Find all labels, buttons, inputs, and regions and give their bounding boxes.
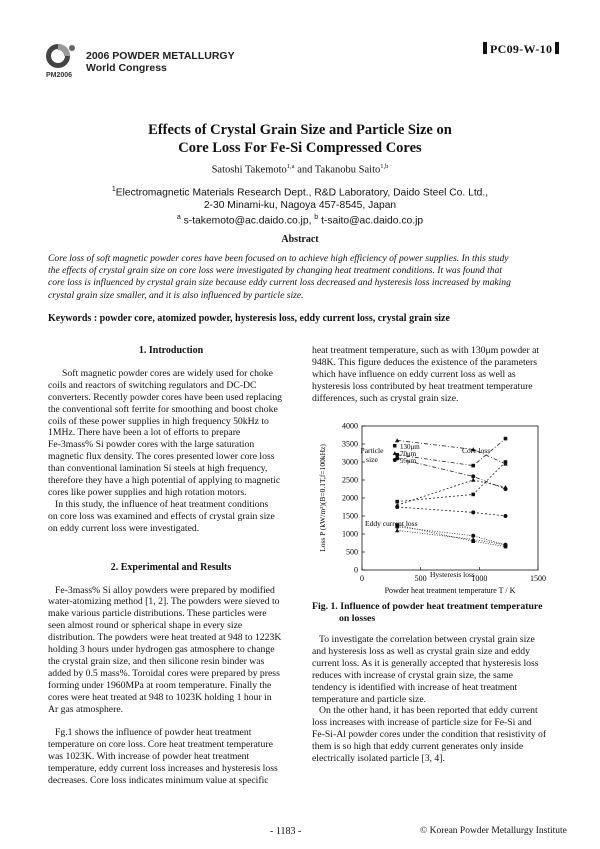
figure-1-chart <box>312 418 564 596</box>
experimental-paragraph-2: Fg.1 shows the influence of powder heat treatment temperature on core loss. Core heat treatment temperature was 1023K. With increase of powder heat treatment temperature, eddy current loss increases and hysteresis loss decreases. Core loss indicates minimum value at specific <box>48 727 278 787</box>
keywords: Keywords : powder core, atomized powder, hysteresis loss, eddy current loss, crystal grain size <box>48 313 450 324</box>
y-tick-label: 2000 <box>342 493 358 503</box>
x-tick-label: 0 <box>360 574 364 583</box>
y-tick-label: 2500 <box>342 475 358 485</box>
copyright: © Korean Powder Metallurgy Institute <box>420 826 567 836</box>
y-tick-label: 0 <box>354 565 358 575</box>
logo-year: PM2006 <box>46 72 73 79</box>
conference-name: 2006 POWDER METALLURGY <box>86 50 235 62</box>
right-paragraph-3: On the other hand, it has been reported that eddy current loss increases with increase of particle size for Fe-Si and Fe-Si-Al powder cores under the condition that resistivity of them is so high that eddy current generates only inside electrically isolated particle [3, 4]. <box>312 705 547 765</box>
data-point-core <box>504 437 508 441</box>
legend-marker-130 <box>393 444 397 448</box>
x-tick-label: 1500 <box>530 574 546 583</box>
experimental-paragraph-1: Fe-3mass% Si alloy powders were prepared by modified water-atomizing method [1, 2]. The powders were sieved to make various particle distributions. These particles were seen almost round or spherical shape in every size distribution. The powders were heat treated at 948 to 1223K holding 3 hours under hydrogen gas atmosphere to change the crystal grain size, and then silicone resin binder was added by 0.5 mass%. Toroidal cores were prepared by press forming under 1960MPa at room temperature. Finally the cores were heat treated at 948 to 1023K holding 1 hour in Ar gas atmosphere. <box>48 584 282 715</box>
right-column-bottom <box>312 634 562 765</box>
left-column <box>48 345 294 787</box>
intro-paragraph-2: In this study, the influence of heat treatment conditions on core loss was examined and effects of crystal grain size on eddy current loss were investigated. <box>48 498 275 534</box>
data-point-eddy <box>471 510 475 514</box>
pm2006-logo-icon <box>44 40 80 72</box>
legend-item-70: 70μm <box>400 450 417 458</box>
data-point-eddy <box>471 493 475 497</box>
y-tick-label: 1500 <box>342 511 358 521</box>
page-number: - 1183 - <box>270 826 302 837</box>
data-point-core <box>471 464 475 468</box>
x-tick-label: 1000 <box>471 574 488 583</box>
legend-marker-55 <box>393 458 397 462</box>
series-line-hyst-0 <box>397 525 505 547</box>
legend-item-130: 130μm <box>400 443 420 451</box>
y-axis-label: Loss P (kW/m³)(B=0.1T,f=100kHz) <box>318 444 327 552</box>
y-tick-label: 3500 <box>342 439 358 449</box>
right-paragraph-2: To investigate the correlation between crystal grain size and hysteresis loss as well as crystal grain size and eddy current loss. As it is generally accepted that hysteresis loss reduces with increase of crystal grain size, the same tendency is identified with increase of heat treatment temperature and particle size. <box>312 634 539 705</box>
label-hysteresis-loss: Hysteresis loss <box>430 570 475 579</box>
data-point-hyst <box>503 543 507 547</box>
legend-title-1: Particle <box>360 446 384 455</box>
chart-axes <box>318 422 546 596</box>
chart-annotations <box>361 443 491 579</box>
right-column-top: heat treatment temperature, such as with 130μm powder at 948K. This figure deduces the existence of the parameters which have influence on eddy current loss as well as hysteresis loss contributed by heat treatment temperature differences, such as crystal grain size. <box>312 345 540 404</box>
paper-title: Effects of Crystal Grain Size and Particle Size on Core Loss For Fe-Si Compressed Cores <box>148 122 452 156</box>
data-point-hyst <box>471 534 475 538</box>
abstract-text: Core loss of soft magnetic powder cores have been focused on to achieve high efficiency of power supplies. In this study the effects of crystal grain size on core loss were investigated by changing heat treatment conditions. It was found that core loss is influenced by crystal grain size because eddy current loss decreased and hysteresis loss increased by making crystal grain size smaller, and it is also influenced by particle size. <box>48 253 511 301</box>
conference-logo-text <box>86 50 235 74</box>
series-line-hyst-1 <box>397 530 505 544</box>
y-tick-label: 1000 <box>342 529 358 539</box>
label-core-loss: Core loss <box>462 446 491 455</box>
figure-caption: Fig. 1. Influence of powder heat treatment temperature on losses <box>312 601 543 624</box>
paper-code: PC09-W-10 <box>480 42 562 57</box>
series-line-eddy-1 <box>397 480 505 505</box>
x-tick-label: 500 <box>414 574 427 583</box>
section-heading-experimental: 2. Experimental and Results <box>110 561 232 573</box>
intro-paragraph-1: Soft magnetic powder cores are widely used for choke coils and reactors of switching regulators and DC-DC converters. Recently powder cores have been used replacing the conventional soft ferrite for smoothing and boost choke coils of these power supplies in high frequency 50kHz to 1MHz. There have been a lot of efforts to prepare Fe-3mass% Si powder cores with the large saturation magnetic flux density. The cores presented lower core loss than conventional lamination Si steels at high frequency, therefore they have a high potential of applying to magnetic cores like power supplies and high rotation motors. <box>48 367 283 498</box>
data-point-core <box>471 474 475 478</box>
label-eddy-current-loss: Eddy current loss <box>365 519 418 528</box>
y-tick-label: 3000 <box>342 457 358 467</box>
x-axis-label: Powder heat treatment temperature T / K <box>384 586 516 595</box>
data-point-eddy <box>395 500 399 504</box>
y-tick-label: 500 <box>346 547 358 557</box>
data-point-eddy <box>503 514 507 518</box>
data-point-eddy <box>395 505 399 509</box>
y-tick-label: 4000 <box>342 421 358 431</box>
series-line-eddy-2 <box>397 507 505 516</box>
data-point-core <box>503 487 507 491</box>
authors: Satoshi Takemoto$^{1,a}$ and Takanobu Saito$^{1,b}$ <box>211 163 389 176</box>
series-line-eddy-0 <box>397 462 505 502</box>
plot-frame <box>362 426 538 570</box>
legend-title-2: size <box>366 455 378 464</box>
section-heading-introduction: 1. Introduction <box>138 345 204 356</box>
conference-subtitle: World Congress <box>86 62 167 74</box>
affiliation: $^1$Electromagnetic Materials Research Dept., R&D Laboratory, Daido Steel Co. Ltd., 2-30 Minami-ku, Nagoya 457-8545, Japan $^a$ s-takemoto@ac.daido.co.jp, $^b$ t-saito@ac.daido.co.jp <box>111 186 489 227</box>
abstract-heading: Abstract <box>281 234 319 245</box>
legend-item-55: 55μm <box>400 457 417 465</box>
